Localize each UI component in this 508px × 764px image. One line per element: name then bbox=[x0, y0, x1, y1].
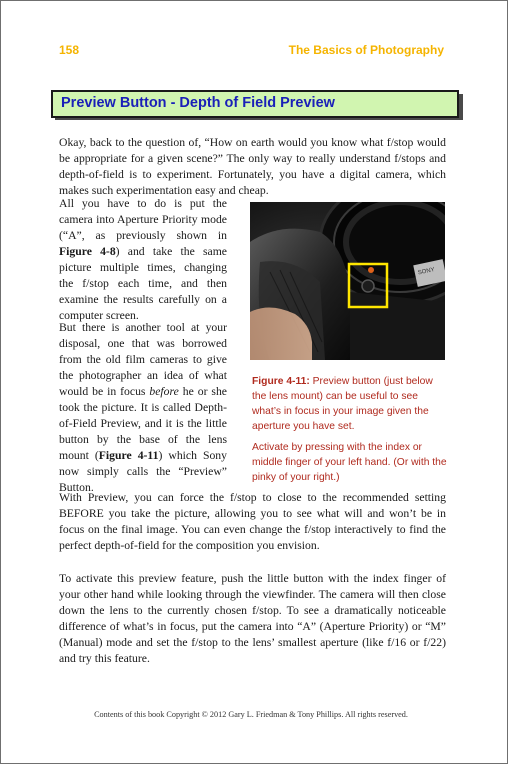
dof-preview-text-a: But there is another tool at your disposal, one that was borrowed from the old film cameras to give the photographer an idea of what would be in focus bbox=[59, 321, 227, 398]
dof-preview-text-c: ) which Sony now simply calls the “Preview” Button. bbox=[59, 449, 227, 494]
figure-4-11-reference: Figure 4-11 bbox=[98, 449, 159, 462]
aperture-priority-text-b: ) and take the same picture multiple times, changing the f/stop each time, and then examine the results carefully on a computer screen. bbox=[59, 245, 227, 322]
aperture-priority-paragraph bbox=[59, 196, 227, 324]
copyright-footer bbox=[0, 710, 508, 719]
figure-caption bbox=[252, 374, 448, 434]
dof-preview-paragraph bbox=[59, 320, 227, 496]
intro-paragraph: Okay, back to the question of, “How on earth would you know what f/stop would be appropriate for a given scene?” The only way to really understand f/stops and depth-of-field is to experiment. Fortunately, you have a digital camera, which makes such experimentation easy and cheap. bbox=[59, 136, 446, 197]
dof-preview-text-b: he or she took the picture. It is called Depth-of-Field Preview, and it is the little button by the base of the lens mount ( bbox=[59, 385, 227, 462]
running-header-title: The Basics of Photography bbox=[288, 43, 444, 57]
preview-usage-paragraph: With Preview, you can force the f/stop to close to the recommended setting BEFORE you take the picture, allowing you to see what will and won’t be in focus on the final image. You can even change the f/stop interactively to find the perfect depth-of-field for the composition you envision. bbox=[59, 491, 446, 552]
aperture-priority-text-a: All you have to do is put the camera into Aperture Priority mode (“A”, as previously shown in bbox=[59, 197, 227, 242]
camera-photo bbox=[250, 202, 445, 360]
copyright-text: Contents of this book Copyright © 2012 Gary L. Friedman & Tony Phillips. All rights reserved. bbox=[94, 710, 408, 719]
figure-note: Activate by pressing with the index or middle finger of your left hand. (Or with the pinky of your right.) bbox=[252, 442, 447, 483]
figure-label: Figure 4-11: bbox=[252, 376, 310, 387]
section-title: Preview Button - Depth of Field Preview bbox=[61, 95, 335, 111]
figure-caption-text: Preview button (just below the lens mount) can be useful to see what’s in focus in your image given the aperture you have set. bbox=[252, 376, 433, 432]
camera-illustration bbox=[250, 202, 445, 360]
page-number: 158 bbox=[59, 43, 80, 57]
before-emphasis: before bbox=[149, 385, 179, 398]
section-title-box bbox=[51, 90, 459, 118]
figure-4-8-reference: Figure 4-8 bbox=[59, 245, 116, 258]
camera-brand-label: SONY bbox=[417, 267, 436, 277]
activate-preview-paragraph: To activate this preview feature, push the little button with the index finger of your other hand while looking through the viewfinder. The camera will then close down the lens to the currently chosen f/stop. To see a dramatically noticeable difference of what’s in focus, put the camera into “A” (Aperture Priority) or “M” (Manual) mode and set the f/stop to the lens’ smallest aperture (like f/16 or f/22) and try this feature. bbox=[59, 572, 446, 665]
